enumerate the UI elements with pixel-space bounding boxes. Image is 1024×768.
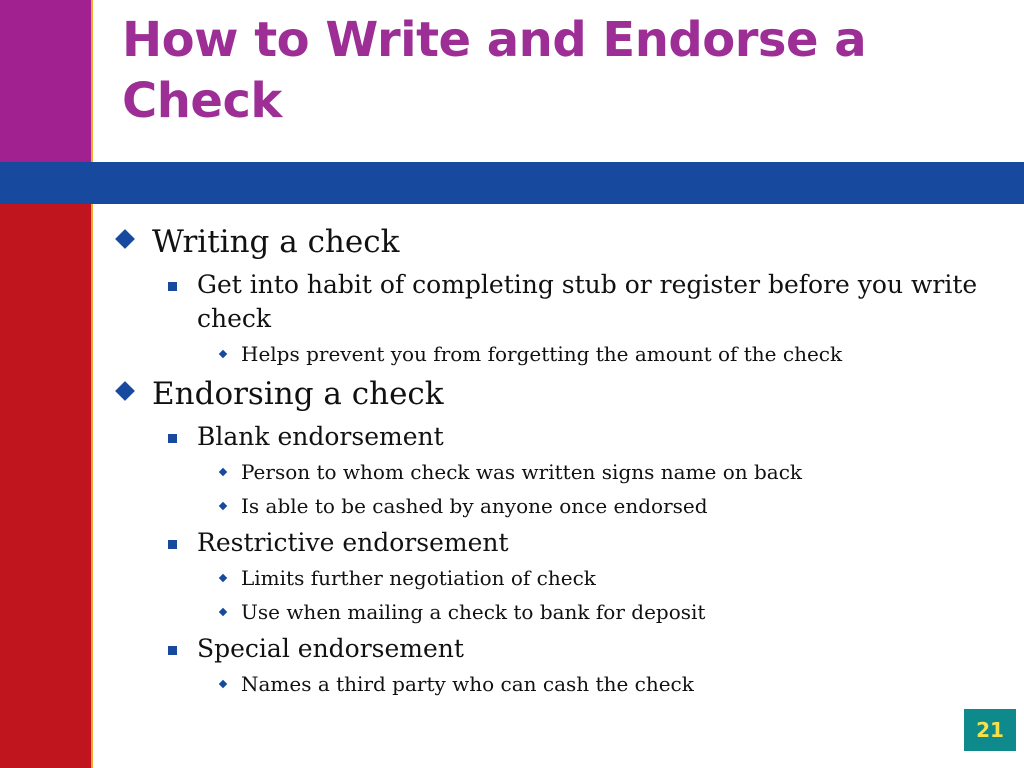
small-diamond-bullet-icon xyxy=(219,608,227,616)
diamond-bullet-icon xyxy=(115,381,135,401)
square-bullet-icon xyxy=(168,540,177,549)
detail-bullet-text: Limits further negotiation of check xyxy=(241,566,596,590)
detail-bullet-text: Person to whom check was written signs name on back xyxy=(241,460,803,484)
small-diamond-bullet-icon xyxy=(219,350,227,358)
small-diamond-bullet-icon xyxy=(219,680,227,688)
bullet-text: Writing a check xyxy=(152,224,400,260)
sub-bullet-special-endorsement xyxy=(164,632,998,666)
sub-bullet-text: Restrictive endorsement xyxy=(197,528,509,557)
bullet-endorsing-a-check xyxy=(118,374,998,414)
sub-bullet-text: Special endorsement xyxy=(197,634,464,663)
sub-bullet-text: Get into habit of completing stub or register before you write check xyxy=(197,270,978,333)
detail-bullet-signs-name xyxy=(217,458,998,487)
sub-bullet-blank-endorsement xyxy=(164,420,998,454)
bullet-writing-a-check xyxy=(118,222,998,262)
bullet-text: Endorsing a check xyxy=(152,376,444,412)
detail-bullet-text: Helps prevent you from forgetting the amount of the check xyxy=(241,342,843,366)
square-bullet-icon xyxy=(168,434,177,443)
diamond-bullet-icon xyxy=(115,229,135,249)
detail-bullet-third-party xyxy=(217,670,998,699)
detail-bullet-text: Is able to be cashed by anyone once endorsed xyxy=(241,494,708,518)
header-band xyxy=(0,162,1024,204)
slide-title: How to Write and Endorse a Check xyxy=(122,12,867,129)
sub-bullet-stub-register xyxy=(164,268,998,336)
sub-bullet-text: Blank endorsement xyxy=(197,422,444,451)
page-number: 21 xyxy=(964,709,1016,751)
detail-bullet-text: Use when mailing a check to bank for deposit xyxy=(241,600,706,624)
square-bullet-icon xyxy=(168,646,177,655)
left-accent-bar-top xyxy=(0,0,93,162)
small-diamond-bullet-icon xyxy=(219,502,227,510)
small-diamond-bullet-icon xyxy=(219,574,227,582)
detail-bullet-prevent-forgetting xyxy=(217,340,998,369)
detail-bullet-cashed-by-anyone xyxy=(217,492,998,521)
slide-content xyxy=(118,222,998,704)
left-accent-bar-bottom xyxy=(0,204,93,768)
small-diamond-bullet-icon xyxy=(219,468,227,476)
square-bullet-icon xyxy=(168,282,177,291)
detail-bullet-limits-negotiation xyxy=(217,564,998,593)
detail-bullet-mailing-deposit xyxy=(217,598,998,627)
detail-bullet-text: Names a third party who can cash the check xyxy=(241,672,694,696)
sub-bullet-restrictive-endorsement xyxy=(164,526,998,560)
